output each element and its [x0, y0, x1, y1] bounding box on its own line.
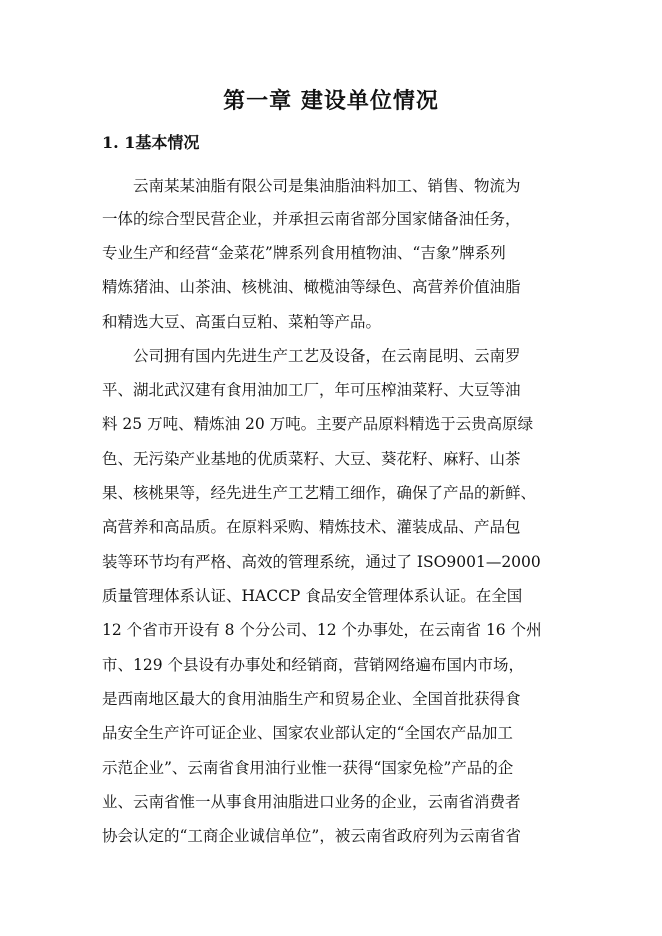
- paragraph-line: 质量管理体系认证、HACCP 食品安全管理体系认证。在全国: [102, 587, 523, 605]
- paragraph-line: 专业生产和经营“金菜花”牌系列食用植物油、“吉象”牌系列: [102, 244, 506, 262]
- paragraph-line: 市、129 个县设有办事处和经销商，营销网络遍布国内市场，: [102, 656, 525, 674]
- paragraph-line: 精炼猪油、山茶油、核桃油、橄榄油等绿色、高营养价值油脂: [102, 278, 521, 296]
- paragraph-line: 料 25 万吨、精炼油 20 万吨。主要产品原料精选于云贵高原绿: [102, 415, 534, 433]
- paragraph-line: 和精选大豆、高蛋白豆粕、菜粕等产品。: [102, 313, 382, 331]
- paragraph-line: 色、无污染产业基地的优质菜籽、大豆、葵花籽、麻籽、山茶: [102, 450, 521, 468]
- paragraph-line: 果、核桃果等，经先进生产工艺精工细作，确保了产品的新鲜、: [102, 484, 537, 502]
- paragraph-line: 装等环节均有严格、高效的管理系统，通过了 ISO9001—2000: [102, 553, 541, 571]
- paragraph-line: 12 个省市开设有 8 个分公司、12 个办事处，在云南省 16 个州: [102, 621, 542, 639]
- paragraph-line: 一体的综合型民营企业，并承担云南省部分国家储备油任务，: [102, 210, 521, 228]
- section-heading: 1. 1基本情况: [102, 133, 200, 152]
- paragraph-line: 协会认定的“工商企业诚信单位”，被云南省政府列为云南省省: [102, 827, 521, 845]
- chapter-title: 第一章 建设单位情况: [223, 88, 439, 114]
- paragraph-line: 高营养和高品质。在原料采购、精炼技术、灌装成品、产品包: [102, 518, 521, 536]
- paragraph-line: 是西南地区最大的食用油脂生产和贸易企业、全国首批获得食: [102, 690, 521, 708]
- paragraph-line: 公司拥有国内先进生产工艺及设备，在云南昆明、云南罗: [102, 347, 521, 365]
- paragraph-line: 业、云南省惟一从事食用油脂进口业务的企业，云南省消费者: [102, 793, 521, 811]
- paragraph-line: 示范企业”、云南省食用油行业惟一获得“国家免检”产品的企: [102, 759, 514, 777]
- paragraph-line: 云南某某油脂有限公司是集油脂油料加工、销售、物流为: [102, 177, 521, 195]
- paragraph-line: 平、湖北武汉建有食用油加工厂，年可压榨油菜籽、大豆等油: [102, 381, 521, 399]
- paragraph-line: 品安全生产许可证企业、国家农业部认定的“全国农产品加工: [102, 724, 513, 742]
